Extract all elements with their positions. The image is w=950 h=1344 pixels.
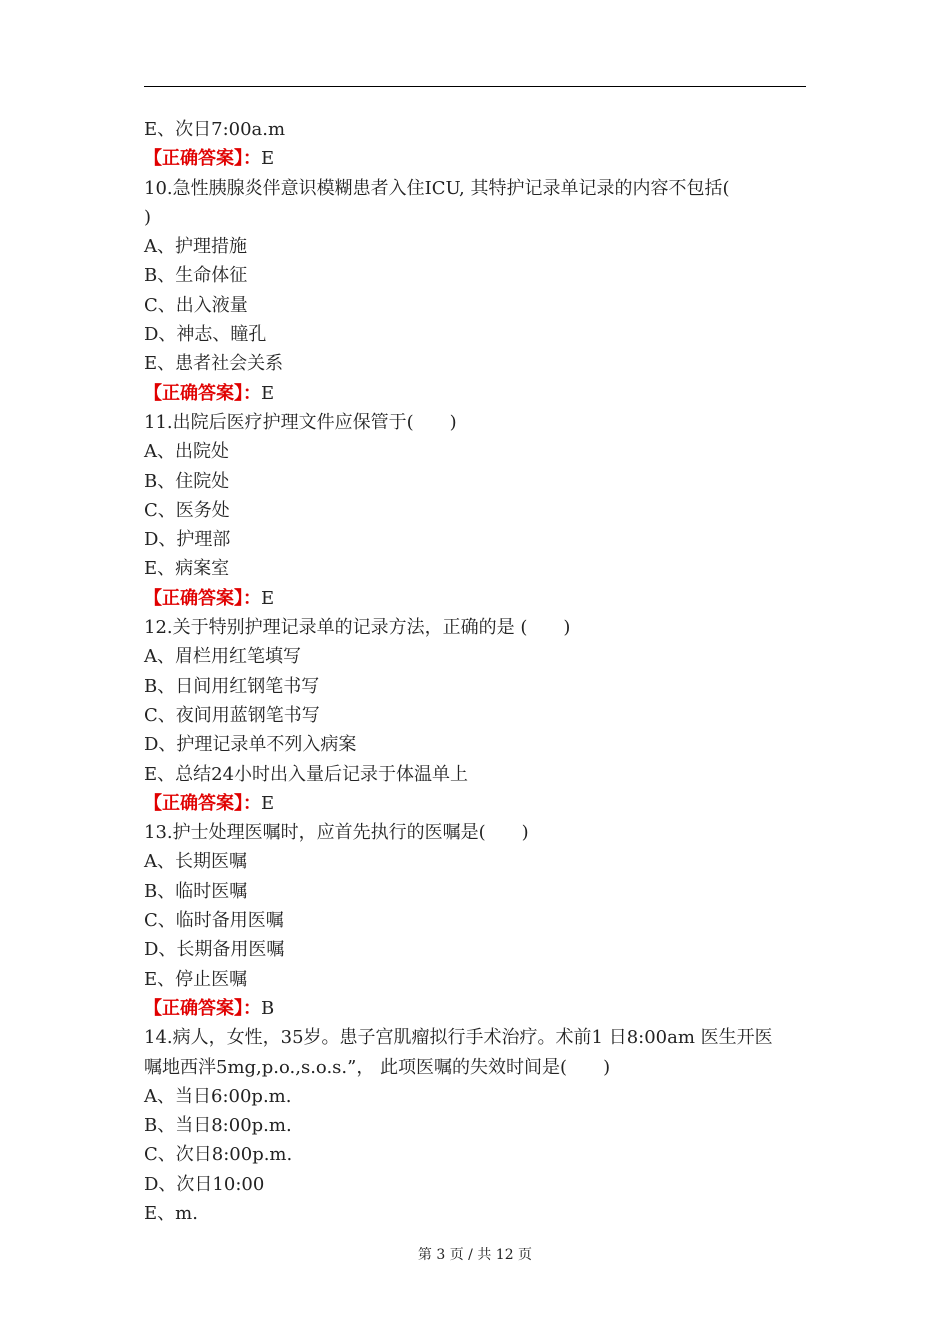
option-e: E、总结24小时出入量后记录于体温单上	[144, 763, 469, 785]
answer-colon: ：	[243, 382, 261, 404]
answer-label: 【正确答案】	[144, 587, 243, 609]
text-line: )	[144, 206, 152, 228]
option-a: A、眉栏用红笔填写	[144, 646, 301, 668]
answer-label: 【正确答案】	[144, 792, 243, 814]
option-a: A、护理措施	[144, 236, 247, 258]
text-line: 嘱地西泮5mg,p.o.,s.o.s.”， 此项医嘱的失效时间是( )	[144, 1056, 611, 1078]
question-stem: 14.病人，女性，35岁。患子宫肌瘤拟行手术治疗。术前1 日8:00am 医生开医	[144, 1027, 773, 1049]
option-d: D、神志、瞳孔	[144, 324, 267, 346]
document-body	[144, 115, 806, 1228]
option-c: C、临时备用医嘱	[144, 910, 284, 932]
option-e: E、停止医嘱	[144, 968, 248, 990]
correct-answer-line	[144, 789, 806, 818]
option-e: E、次日7:00a.m	[144, 119, 286, 140]
answer-value: E	[261, 587, 275, 609]
option-e: E、m.	[144, 1202, 198, 1224]
correct-answer-line	[144, 994, 806, 1023]
answer-colon: ：	[243, 997, 261, 1019]
answer-label: 【正确答案】	[144, 997, 243, 1019]
option-a: A、当日6:00p.m.	[144, 1085, 292, 1107]
question-stem: 11.出院后医疗护理文件应保管于( )	[144, 411, 457, 433]
option-e: E、病案室	[144, 558, 230, 580]
answer-colon: ：	[243, 792, 261, 814]
option-e: E、患者社会关系	[144, 353, 284, 375]
option-c: C、医务处	[144, 499, 230, 521]
option-c: C、夜间用蓝钢笔书写	[144, 704, 320, 726]
correct-answer-line	[144, 584, 806, 613]
option-b: B、临时医嘱	[144, 880, 248, 902]
answer-label: 【正确答案】	[144, 148, 243, 170]
correct-answer-line	[144, 144, 806, 173]
answer-value: E	[261, 148, 275, 170]
option-d: D、护理记录单不列入病案	[144, 734, 357, 756]
option-d: D、次日10:00	[144, 1173, 265, 1195]
page-footer: 第 3 页 / 共 12 页	[417, 1247, 533, 1263]
answer-label: 【正确答案】	[144, 382, 243, 404]
answer-value: E	[261, 792, 275, 814]
answer-value: B	[261, 997, 275, 1019]
option-b: B、住院处	[144, 470, 230, 492]
answer-value: E	[261, 382, 275, 404]
option-d: D、护理部	[144, 529, 231, 551]
option-c: C、次日8:00p.m.	[144, 1144, 293, 1166]
correct-answer-line	[144, 379, 806, 408]
answer-colon: ：	[243, 587, 261, 609]
question-stem: 12.关于特别护理记录单的记录方法，正确的是 ( )	[144, 617, 571, 639]
option-b: B、日间用红钢笔书写	[144, 675, 320, 697]
question-stem: 13.护士处理医嘱时，应首先执行的医嘱是( )	[144, 822, 529, 844]
question-stem: 10.急性胰腺炎伴意识模糊患者入住ICU, 其特护记录单记录的内容不包括(	[144, 177, 730, 199]
option-b: B、当日8:00p.m.	[144, 1115, 292, 1137]
option-b: B、生命体征	[144, 265, 248, 287]
option-a: A、出院处	[144, 441, 229, 463]
option-a: A、长期医嘱	[144, 851, 247, 873]
header-rule	[144, 86, 806, 87]
answer-colon: ：	[243, 148, 261, 170]
option-c: C、出入液量	[144, 294, 248, 316]
option-d: D、长期备用医嘱	[144, 939, 285, 961]
